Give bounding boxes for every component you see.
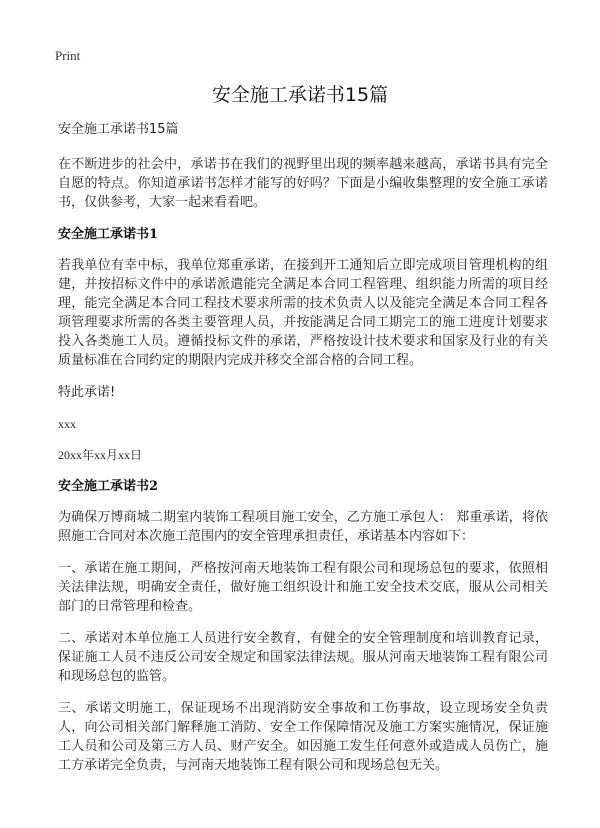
intro-paragraph: 在不断进步的社会中，承诺书在我们的视野里出现的频率越来越高，承诺书具有完全自愿的特点。你知道承诺书怎样才能写的好吗？下面是小编收集整理的安全施工承诺书，仅供参考，大家一起来看看吧。 (58, 157, 548, 210)
section-1-signature: xxx (58, 417, 76, 431)
section-2-item: 二、承诺对本单位施工人员进行安全教育，有健全的安全管理制度和培训教育记录，保证施工人员不违反公司安全规定和国家法律法规。服从河南天地装饰工程有限公司和现场总包的监管。 (58, 631, 548, 684)
section-1-heading: 安全施工承诺书1 (58, 227, 159, 242)
section-1-body: 若我单位有幸中标，我单位郑重承诺，在接到开工通知后立即完成项目管理机构的组建，并按招标文件中的承诺派遣能完全满足本合同工程管理、组织能力所需的项目经理，能完全满足本合同工程技术要求所需的技术负责人以及能完全满足本合同工程各项管理要求所需的各类主要管理人员，并按能满足合同工期完工的施工进度计划要求投入各类施工人员。遵循投标文件的承诺，严格按设计技术要求和国家及行业的有关质量标准在合同约定的期限内完成并移交全部合格的合同工程。 (58, 258, 548, 368)
page-title: 安全施工承诺书15篇 (211, 84, 389, 106)
document-body (58, 120, 548, 788)
section-1-closing: 特此承诺! (58, 385, 116, 400)
section-2-heading: 安全施工承诺书2 (58, 479, 159, 494)
section-2-item: 三、承诺文明施工，保证现场不出现消防安全事故和工伤事故，设立现场安全负责人，向公司相关部门解释施工消防、安全工作保障情况及施工方案实施情况，保证施工人员和公司及第三方人员、财产安全。如因施工发生任何意外或造成人员伤亡，施工方承诺完全负责，与河南天地装饰工程有限公司和现场总包无关。 (58, 701, 548, 773)
print-link[interactable]: Print (55, 48, 81, 63)
section-2-intro: 为确保万博商城二期室内装饰工程项目施工安全，乙方施工承包人： 郑重承诺，将依照施工合同对本次施工范围内的安全管理承担责任，承诺基本内容如下： (58, 510, 548, 544)
document-subtitle: 安全施工承诺书15篇 (58, 122, 179, 137)
section-1-date: 20xx年xx月xx日 (58, 448, 143, 462)
section-2-item: 一、承诺在施工期间，严格按河南天地装饰工程有限公司和现场总包的要求，依照相关法律法规，明确安全责任，做好施工组织设计和施工安全技术交底，服从公司相关部门的日常管理和检查。 (58, 561, 548, 614)
